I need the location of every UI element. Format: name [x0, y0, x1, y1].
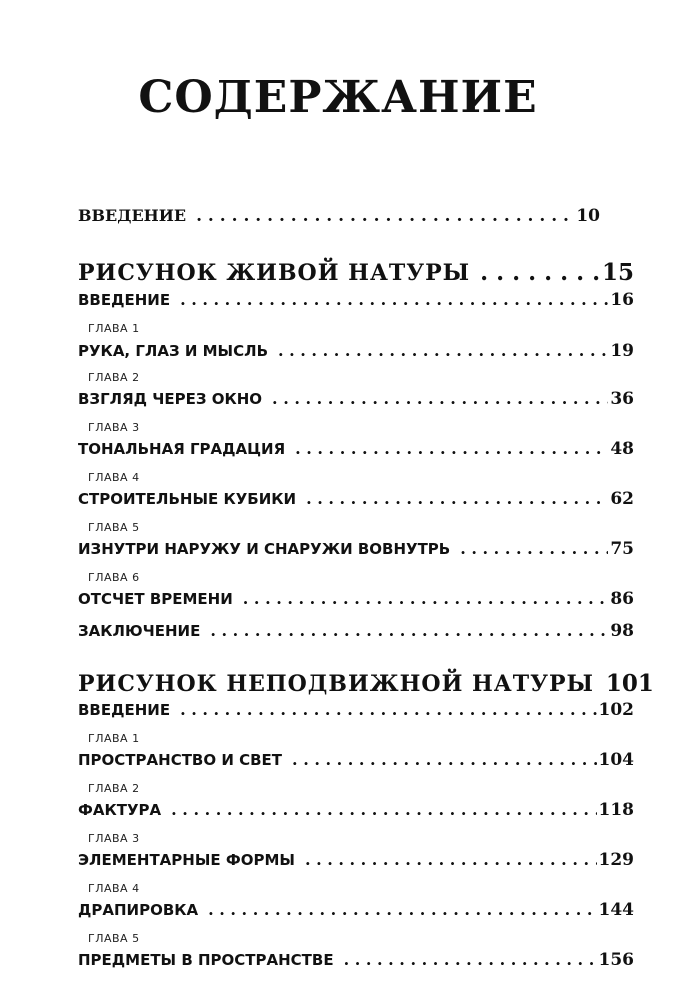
leader-dots [180, 290, 608, 309]
chapter-number: ГЛАВА 5 [88, 932, 140, 945]
chapter-number: ГЛАВА 3 [88, 832, 140, 845]
leader-dots [305, 850, 597, 869]
toc-entry-chapter[interactable] [78, 389, 634, 409]
toc-entry-chapter[interactable] [78, 589, 634, 609]
toc-page-number: 129 [598, 850, 634, 870]
toc-entry-chapter[interactable] [78, 950, 634, 970]
toc-entry-label: ВВЕДЕНИЕ [78, 701, 171, 719]
toc-page-number: 75 [610, 539, 634, 559]
toc-entry-chapter[interactable] [78, 439, 634, 459]
toc-part-2[interactable] [78, 670, 654, 697]
toc-entry-part2-intro[interactable] [78, 700, 634, 720]
toc-entry-label: ОТСЧЕТ ВРЕМЕНИ [78, 590, 233, 608]
toc-entry-label: ВВЕДЕНИЕ [78, 206, 187, 225]
toc-entry-chapter[interactable] [78, 750, 634, 770]
toc-page-number: 36 [610, 389, 634, 409]
toc-page-number: 102 [598, 700, 634, 720]
leader-dots [480, 259, 600, 286]
leader-dots [180, 700, 596, 719]
toc-entry-conclusion[interactable] [78, 621, 634, 641]
toc-entry-chapter[interactable] [78, 900, 634, 920]
toc-entry-label: ВЗГЛЯД ЧЕРЕЗ ОКНО [78, 390, 263, 408]
toc-entry-label: ЭЛЕМЕНТАРНЫЕ ФОРМЫ [78, 851, 295, 869]
chapter-number: ГЛАВА 2 [88, 371, 140, 384]
chapter-number: ГЛАВА 1 [88, 732, 140, 745]
toc-entry-label: ПРЕДМЕТЫ В ПРОСТРАНСТВЕ [78, 951, 334, 969]
toc-page-number: 10 [576, 206, 600, 226]
toc-entry-part1-intro[interactable] [78, 290, 634, 310]
toc-page-number: 16 [610, 290, 634, 310]
leader-dots [292, 750, 596, 769]
chapter-number: ГЛАВА 1 [88, 322, 140, 335]
leader-dots [171, 800, 596, 819]
toc-page-number: 101 [605, 670, 654, 697]
toc-entry-label: ТОНАЛЬНАЯ ГРАДАЦИЯ [78, 440, 286, 458]
chapter-number: ГЛАВА 2 [88, 782, 140, 795]
toc-part-label: РИСУНОК НЕПОДВИЖНОЙ НАТУРЫ [78, 671, 594, 697]
toc-entry-chapter[interactable] [78, 341, 634, 361]
toc-entry-label: СТРОИТЕЛЬНЫЕ КУБИКИ [78, 490, 297, 508]
toc-page-number: 98 [610, 621, 634, 641]
chapter-number: ГЛАВА 4 [88, 471, 140, 484]
leader-dots [208, 900, 596, 919]
leader-dots [278, 341, 608, 360]
toc-entry-label: ВВЕДЕНИЕ [78, 291, 171, 309]
toc-page-number: 144 [598, 900, 634, 920]
chapter-number: ГЛАВА 3 [88, 421, 140, 434]
toc-page-number: 86 [610, 589, 634, 609]
leader-dots [295, 439, 608, 458]
toc-page-number: 19 [610, 341, 634, 361]
toc-entry-label: РУКА, ГЛАЗ И МЫСЛЬ [78, 342, 268, 360]
toc-part-1[interactable] [78, 259, 634, 286]
page-title: СОДЕРЖАНИЕ [138, 72, 538, 123]
leader-dots [344, 950, 597, 969]
leader-dots [272, 389, 608, 408]
toc-entry-label: ИЗНУТРИ НАРУЖУ И СНАРУЖИ ВОВНУТРЬ [78, 540, 451, 558]
toc-entry-chapter[interactable] [78, 800, 634, 820]
chapter-number: ГЛАВА 5 [88, 521, 140, 534]
toc-page-number: 48 [610, 439, 634, 459]
toc-page-number: 15 [601, 259, 634, 286]
leader-dots [196, 206, 574, 226]
leader-dots [243, 589, 609, 608]
toc-part-label: РИСУНОК ЖИВОЙ НАТУРЫ [78, 260, 471, 286]
leader-dots [460, 539, 608, 558]
toc-page-number: 156 [598, 950, 634, 970]
toc-entry-label: ЗАКЛЮЧЕНИЕ [78, 622, 201, 640]
leader-dots [210, 621, 608, 640]
toc-page-number: 62 [610, 489, 634, 509]
chapter-number: ГЛАВА 4 [88, 882, 140, 895]
toc-page-number: 118 [598, 800, 634, 820]
toc-entry-introduction[interactable] [78, 206, 600, 226]
toc-entry-label: ФАКТУРА [78, 801, 162, 819]
leader-dots [306, 489, 608, 508]
toc-page-number: 104 [598, 750, 634, 770]
toc-entry-chapter[interactable] [78, 489, 634, 509]
chapter-number: ГЛАВА 6 [88, 571, 140, 584]
toc-entry-label: ПРОСТРАНСТВО И СВЕТ [78, 751, 283, 769]
toc-entry-label: ДРАПИРОВКА [78, 901, 199, 919]
toc-entry-chapter[interactable] [78, 539, 634, 559]
toc-entry-chapter[interactable] [78, 850, 634, 870]
